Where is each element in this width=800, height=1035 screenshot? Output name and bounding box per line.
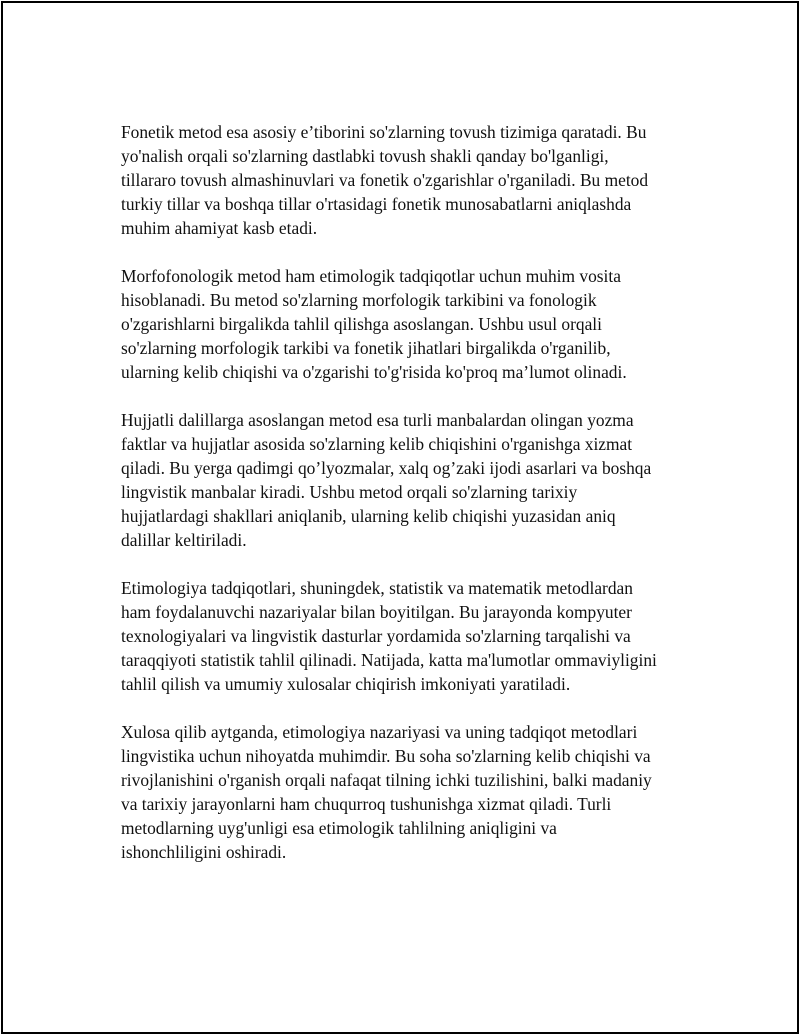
- text-line: lingvistika uchun nihoyatda muhimdir. Bu soha so'zlarning kelib chiqishi va: [121, 746, 651, 766]
- text-line: metodlarning uyg'unligi esa etimologik tahlilning aniqligini va: [121, 818, 557, 838]
- text-line: tahlil qilish va umumiy xulosalar chiqirish imkoniyati yaratiladi.: [121, 674, 571, 694]
- text-line: ularning kelib chiqishi va o'zgarishi to'g'risida ko'proq ma’lumot olinadi.: [121, 362, 627, 382]
- text-line: muhim ahamiyat kasb etadi.: [121, 218, 318, 238]
- text-line: qiladi. Bu yerga qadimgi qo’lyozmalar, xalq og’zaki ijodi asarlari va boshqa: [121, 458, 652, 478]
- text-line: faktlar va hujjatlar asosida so'zlarning kelib chiqishini o'rganishga xizmat: [121, 434, 633, 454]
- text-line: dalillar keltiriladi.: [121, 530, 247, 550]
- text-line: Morfofonologik metod ham etimologik tadqiqotlar uchun muhim vosita: [121, 266, 621, 286]
- text-line: hujjatlardagi shakllari aniqlanib, ularning kelib chiqishi yuzasidan aniq: [121, 506, 616, 526]
- text-line: yo'nalish orqali so'zlarning dastlabki tovush shakli qanday bo'lganligi,: [121, 146, 609, 166]
- paragraph-fonetik-metod: [121, 120, 701, 240]
- text-line: hisoblanadi. Bu metod so'zlarning morfologik tarkibini va fonologik: [121, 290, 597, 310]
- paragraph-morfofonologik-metod: [121, 264, 701, 384]
- text-line: so'zlarning morfologik tarkibi va fonetik jihatlari birgalikda o'rganilib,: [121, 338, 611, 358]
- text-line: ishonchliligini oshiradi.: [121, 842, 287, 862]
- text-line: tillararo tovush almashinuvlari va fonetik o'zgarishlar o'rganiladi. Bu metod: [121, 170, 649, 190]
- paragraph-statistik-metodlar: [121, 576, 701, 696]
- text-line: Fonetik metod esa asosiy e’tiborini so'zlarning tovush tizimiga qaratadi. Bu: [121, 122, 647, 142]
- text-line: taraqqiyoti statistik tahlil qilinadi. Natijada, katta ma'lumotlar ommaviyligini: [121, 650, 657, 670]
- text-line: Hujjatli dalillarga asoslangan metod esa turli manbalardan olingan yozma: [121, 410, 634, 430]
- text-line: ham foydalanuvchi nazariyalar bilan boyitilgan. Bu jarayonda kompyuter: [121, 602, 632, 622]
- text-line: Xulosa qilib aytganda, etimologiya nazariyasi va uning tadqiqot metodlari: [121, 722, 638, 742]
- text-line: o'zgarishlarni birgalikda tahlil qilishga asoslangan. Ushbu usul orqali: [121, 314, 602, 334]
- text-line: va tarixiy jarayonlarni ham chuqurroq tushunishga xizmat qiladi. Turli: [121, 794, 612, 814]
- paragraph-xulosa: [121, 720, 701, 864]
- text-line: Etimologiya tadqiqotlari, shuningdek, statistik va matematik metodlardan: [121, 578, 633, 598]
- document-body: [121, 120, 701, 888]
- text-line: lingvistik manbalar kiradi. Ushbu metod orqali so'zlarning tarixiy: [121, 482, 578, 502]
- text-line: rivojlanishini o'rganish orqali nafaqat tilning ichki tuzilishini, balki madaniy: [121, 770, 652, 790]
- text-line: turkiy tillar va boshqa tillar o'rtasidagi fonetik munosabatlarni aniqlashda: [121, 194, 632, 214]
- text-line: texnologiyalari va lingvistik dasturlar yordamida so'zlarning tarqalishi va: [121, 626, 631, 646]
- paragraph-hujjatli-dalillar: [121, 408, 701, 552]
- document-page: [1, 1, 799, 1034]
